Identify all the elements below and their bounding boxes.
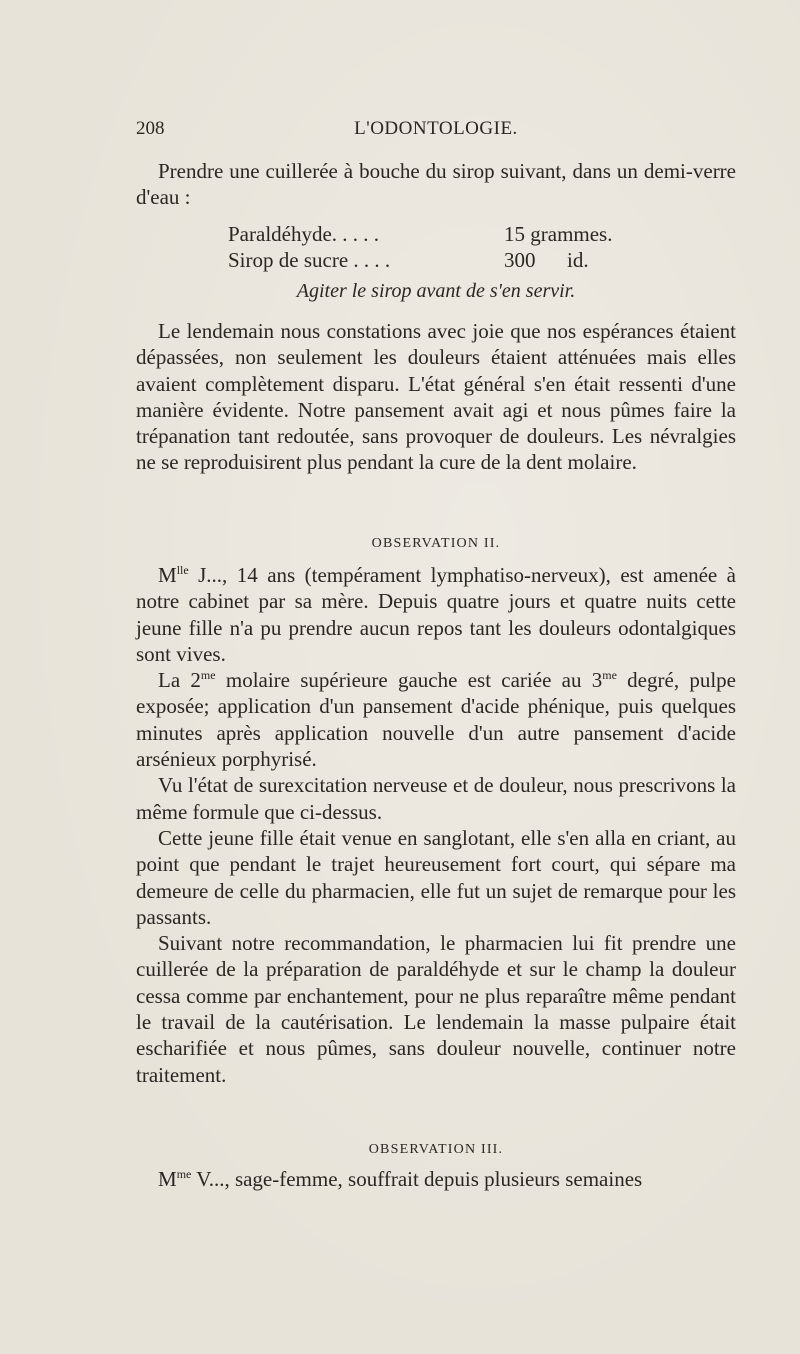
paragraph-text: V..., sage-femme, souffrait depuis plusieurs semaines — [191, 1167, 643, 1191]
paragraph-text: degré, pulpe exposée; application d'un pansement d'acide phénique, puis quelques minutes après application nouvelle d'un autre pansement d'acide arsénieux porphyrisé. — [136, 668, 736, 772]
recipe-instruction: Agiter le sirop avant de s'en servir. — [296, 280, 576, 302]
observation-2-paragraph-5: Suivant notre recommandation, le pharmacien lui fit prendre une cuillerée de la préparation de paraldéhyde et sur le champ la douleur cessa comme par enchantement, pour ne plus reparaître même pendant le travail de la cautérisation. Le lendemain la masse pulpaire était escharifiée et nous pûmes, sans douleur nouvelle, continuer notre traitement. — [136, 931, 736, 1087]
title-abbrev: M — [158, 1167, 177, 1191]
page-number: 208 — [136, 118, 165, 139]
result-paragraph-block — [136, 318, 736, 476]
result-paragraph: Le lendemain nous constations avec joie que nos espérances étaient dépassées, non seulement les douleurs étaient atténuées mais elles avaient complètement disparu. L'état général s'en était ressenti d'une manière évidente. Notre pansement avait agi et nous pûmes faire la trépanation tant redoutée, sans provoquer de douleurs. Les névralgies ne se reproduisirent plus pendant la cure de la dent molaire. — [136, 319, 736, 475]
title-superscript: me — [176, 1167, 192, 1181]
observation-2-heading: OBSERVATION II. — [371, 536, 501, 551]
observation-2-paragraph-4: Cette jeune fille était venue en sanglotant, elle s'en alla en criant, au point que pendant le trajet heureusement fort court, qui sépare ma demeure de celle du pharmacien, elle fut un sujet de remarque pour les passants. — [136, 825, 736, 929]
observation-3-heading: OBSERVATION III. — [368, 1142, 504, 1157]
observation-2-paragraph-2 — [136, 667, 736, 772]
recipe-amount: 300 id. — [504, 248, 589, 272]
recipe — [228, 222, 728, 274]
paragraph-text: J..., 14 ans (tempérament lymphatiso-nerveux), est amenée à notre cabinet par sa mère. Depuis quatre jours et quatre nuits cette jeune fille n'a pu prendre aucun repos tant les douleurs odontalgiques sont vives. — [136, 563, 736, 666]
recipe-row — [228, 222, 728, 248]
recipe-ingredient: Sirop de sucre . . . . — [228, 248, 391, 272]
paragraph-text: molaire supérieure gauche est cariée au 3 — [215, 668, 603, 693]
recipe-ingredient: Paraldéhyde. . . . . — [228, 222, 380, 246]
recipe-row — [228, 248, 728, 274]
running-title: L'ODONTOLOGIE. — [354, 118, 518, 139]
title-superscript: lle — [176, 563, 189, 577]
ordinal-superscript: me — [200, 668, 216, 683]
observation-2-paragraph-1 — [136, 562, 736, 667]
title-abbrev: M — [158, 563, 177, 587]
intro-paragraph: Prendre une cuillerée à bouche du sirop suivant, dans un demi-verre d'eau : — [136, 159, 736, 210]
paragraph-text: La 2 — [158, 668, 201, 693]
observation-2-body — [136, 562, 736, 1088]
observation-2-paragraph-3: Vu l'état de surexcitation nerveuse et de douleur, nous prescrivons la même formule que ci-dessus. — [136, 773, 736, 824]
ordinal-superscript: me — [602, 668, 617, 683]
recipe-amount: 15 grammes. — [504, 222, 613, 246]
observation-3-body — [136, 1166, 736, 1192]
intro-paragraph-block — [136, 158, 736, 211]
observation-3-paragraph-1 — [136, 1166, 736, 1192]
page-header — [136, 118, 736, 142]
